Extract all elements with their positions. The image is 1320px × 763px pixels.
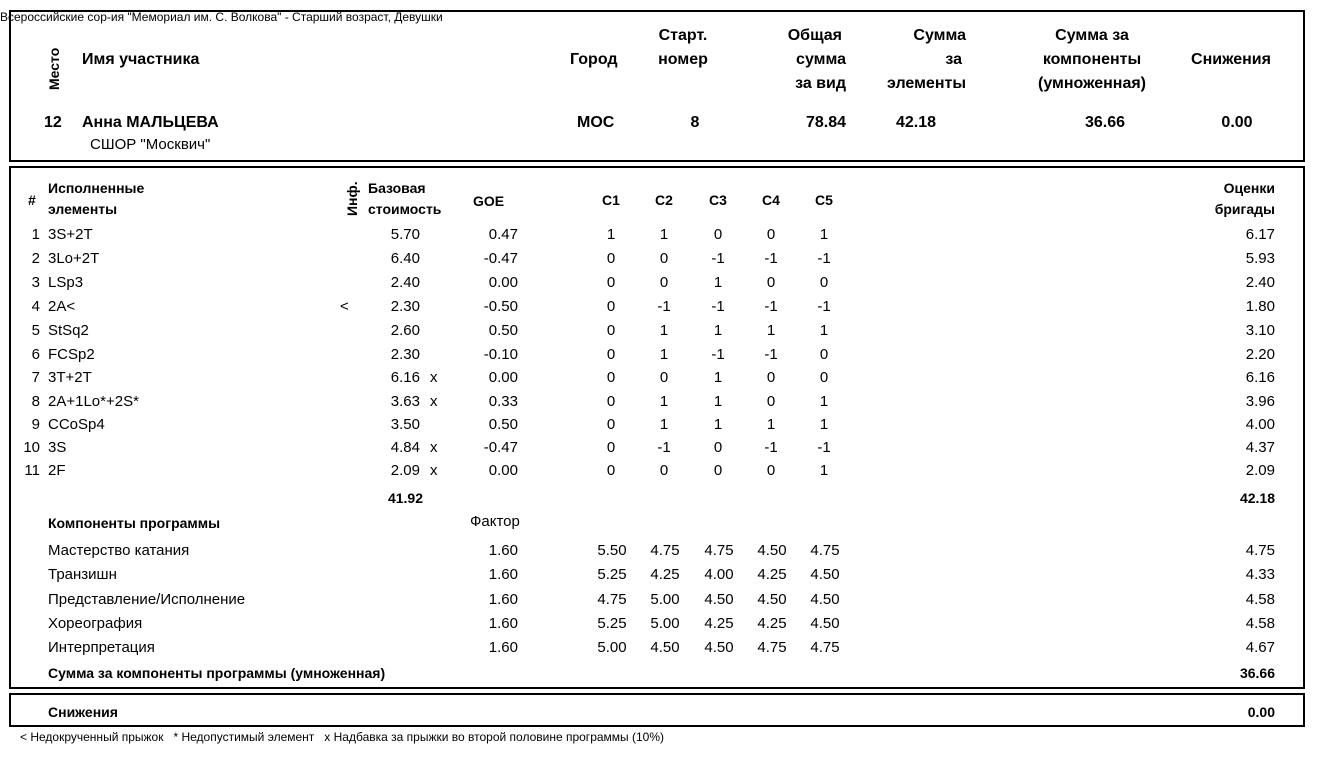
skater-total: 78.84	[805, 114, 846, 131]
element-score: 3.10	[1245, 322, 1275, 339]
element-judge-3: -1	[711, 346, 725, 363]
col-executed-2: элементы	[48, 201, 118, 217]
element-judge-5: -1	[817, 439, 831, 456]
element-number: 6	[31, 346, 40, 363]
element-judge-2: 0	[659, 250, 669, 267]
element-judge-2: 0	[659, 369, 669, 386]
element-score: 1.80	[1245, 298, 1275, 315]
element-bonus-mark: x	[430, 439, 438, 456]
component-judge-1: 4.75	[597, 591, 627, 608]
element-judge-3: -1	[711, 250, 725, 267]
element-number: 4	[31, 298, 40, 315]
element-judge-4: 0	[766, 274, 776, 291]
element-goe: 0.50	[488, 416, 518, 433]
element-info: <	[340, 298, 349, 315]
component-factor: 1.60	[488, 639, 518, 656]
component-judge-4: 4.75	[757, 639, 787, 656]
component-name: Интерпретация	[48, 639, 155, 656]
element-base: 2.40	[390, 274, 420, 291]
element-judge-2: 0	[659, 462, 669, 479]
element-judge-3: -1	[711, 298, 725, 315]
element-name: 2F	[48, 462, 66, 479]
elements-score-total: 42.18	[1239, 490, 1275, 506]
deductions-value: 0.00	[1247, 704, 1275, 720]
component-judge-5: 4.75	[810, 542, 840, 559]
components-factor-header: Фактор	[470, 513, 520, 530]
element-goe: 0.00	[488, 462, 518, 479]
header-total-3: за вид	[795, 75, 846, 92]
element-score: 2.40	[1245, 274, 1275, 291]
header-elements-2: за	[945, 51, 962, 68]
component-name: Представление/Исполнение	[48, 591, 246, 608]
element-goe: -0.10	[483, 346, 518, 363]
col-base-2: стоимость	[368, 201, 442, 217]
element-judge-4: 1	[766, 322, 776, 339]
col-judge-3: C3	[709, 192, 727, 208]
element-judge-1: 0	[606, 462, 616, 479]
element-base: 2.30	[390, 346, 420, 363]
element-name: 2A<	[48, 298, 76, 315]
element-judge-2: 1	[659, 226, 669, 243]
element-number: 2	[31, 250, 40, 267]
col-score-2: бригады	[1214, 201, 1275, 217]
element-name: 3T+2T	[48, 369, 92, 386]
component-score: 4.67	[1245, 639, 1275, 656]
col-judge-4: C4	[762, 192, 780, 208]
component-judge-1: 5.25	[597, 615, 627, 632]
element-number: 5	[31, 322, 40, 339]
element-judge-5: -1	[817, 250, 831, 267]
element-name: 3S	[48, 439, 67, 456]
element-judge-3: 0	[713, 439, 723, 456]
header-total-2: сумма	[796, 51, 846, 68]
component-judge-2: 5.00	[650, 615, 680, 632]
col-judge-2: C2	[655, 192, 673, 208]
element-name: CCoSp4	[48, 416, 105, 433]
header-start-2: номер	[658, 51, 708, 68]
element-judge-1: 1	[606, 226, 616, 243]
element-judge-5: 0	[819, 346, 829, 363]
element-judge-1: 0	[606, 346, 616, 363]
legend: < Недокрученный прыжок * Недопустимый элемент x Надбавка за прыжки во второй половине программы (10%)	[20, 730, 665, 744]
component-judge-1: 5.00	[597, 639, 627, 656]
header-city: Город	[570, 51, 618, 68]
element-judge-4: 0	[766, 369, 776, 386]
element-judge-1: 0	[606, 416, 616, 433]
component-name: Мастерство катания	[48, 542, 190, 559]
element-judge-5: 1	[819, 462, 829, 479]
element-score: 6.16	[1245, 369, 1275, 386]
element-judge-4: -1	[764, 439, 778, 456]
component-judge-3: 4.25	[704, 615, 734, 632]
element-base: 2.30	[390, 298, 420, 315]
element-judge-1: 0	[606, 274, 616, 291]
component-judge-2: 4.75	[650, 542, 680, 559]
element-judge-5: 0	[819, 274, 829, 291]
element-judge-4: -1	[764, 346, 778, 363]
element-judge-1: 0	[606, 322, 616, 339]
element-judge-4: 0	[766, 226, 776, 243]
element-judge-2: 1	[659, 416, 669, 433]
element-judge-2: 1	[659, 393, 669, 410]
element-name: FCSp2	[48, 346, 95, 363]
element-judge-3: 1	[713, 322, 723, 339]
component-judge-3: 4.75	[704, 542, 734, 559]
element-name: 3Lo+2T	[48, 250, 100, 267]
element-base: 3.63	[390, 393, 420, 410]
element-judge-4: -1	[764, 298, 778, 315]
element-base: 2.09	[390, 462, 420, 479]
component-judge-5: 4.50	[810, 591, 840, 608]
element-judge-4: -1	[764, 250, 778, 267]
skater-elements-total: 42.18	[895, 114, 936, 131]
element-base: 3.50	[390, 416, 420, 433]
element-judge-1: 0	[606, 439, 616, 456]
component-judge-3: 4.50	[704, 639, 734, 656]
component-judge-4: 4.25	[757, 615, 787, 632]
skater-city: МОС	[577, 114, 615, 131]
element-judge-4: 0	[766, 462, 776, 479]
component-factor: 1.60	[488, 566, 518, 583]
element-score: 4.37	[1245, 439, 1275, 456]
element-base: 2.60	[390, 322, 420, 339]
element-name: LSp3	[48, 274, 84, 291]
header-elements-3: элементы	[887, 75, 966, 92]
element-number: 11	[24, 462, 40, 479]
element-number: 3	[31, 274, 40, 291]
skater-name: Анна МАЛЬЦЕВА	[82, 114, 219, 131]
header-elements-1: Сумма	[913, 27, 966, 44]
component-judge-5: 4.50	[810, 615, 840, 632]
component-score: 4.33	[1245, 566, 1275, 583]
header-components-3: (умноженная)	[1038, 75, 1146, 92]
col-executed-1: Исполненные	[48, 180, 145, 196]
header-components-2: компоненты	[1042, 51, 1142, 68]
element-name: 2A+1Lo*+2S*	[48, 393, 139, 410]
component-judge-4: 4.25	[757, 566, 787, 583]
element-judge-3: 1	[713, 369, 723, 386]
element-judge-5: 1	[819, 393, 829, 410]
element-judge-3: 0	[713, 462, 723, 479]
components-title: Компоненты программы	[48, 515, 221, 531]
element-goe: -0.47	[483, 250, 518, 267]
element-judge-3: 0	[713, 226, 723, 243]
element-judge-5: 0	[819, 369, 829, 386]
element-name: 3S+2T	[48, 226, 93, 243]
element-base: 6.16	[390, 369, 420, 386]
col-num: #	[28, 192, 36, 208]
component-score: 4.75	[1245, 542, 1275, 559]
header-name: Имя участника	[82, 51, 200, 68]
event-title: Всероссийские сор-ия "Мемориал им. С. Волкова" - Старший возраст, Девушки	[0, 10, 443, 24]
col-judge-5: C5	[815, 192, 833, 208]
element-number: 7	[31, 369, 40, 386]
header-total-1: Общая	[787, 27, 842, 44]
element-goe: 0.50	[488, 322, 518, 339]
element-judge-1: 0	[606, 393, 616, 410]
element-number: 9	[31, 416, 40, 433]
col-info: Инф.	[344, 181, 360, 216]
element-judge-1: 0	[606, 369, 616, 386]
element-base: 6.40	[390, 250, 420, 267]
skater-components-total: 36.66	[1084, 114, 1126, 131]
components-sum: 36.66	[1239, 665, 1275, 681]
element-score: 3.96	[1245, 393, 1275, 410]
element-judge-5: 1	[819, 416, 829, 433]
components-sum-label: Сумма за компоненты программы (умноженная)	[48, 665, 386, 681]
header-place: Место	[46, 47, 62, 90]
element-goe: -0.47	[483, 439, 518, 456]
col-score-1: Оценки	[1223, 180, 1275, 196]
element-judge-5: -1	[817, 298, 831, 315]
element-judge-1: 0	[606, 250, 616, 267]
element-judge-2: -1	[657, 439, 671, 456]
deductions-label: Снижения	[48, 704, 118, 720]
col-base-1: Базовая	[368, 180, 426, 196]
col-judge-1: C1	[602, 192, 620, 208]
element-judge-4: 1	[766, 416, 776, 433]
component-judge-4: 4.50	[757, 542, 787, 559]
component-score: 4.58	[1245, 615, 1275, 632]
component-judge-2: 4.25	[650, 566, 680, 583]
component-judge-1: 5.50	[597, 542, 627, 559]
element-goe: -0.50	[483, 298, 518, 315]
base-total: 41.92	[387, 490, 423, 506]
component-judge-2: 5.00	[650, 591, 680, 608]
element-judge-2: 1	[659, 346, 669, 363]
header-deductions: Снижения	[1191, 51, 1271, 68]
element-goe: 0.00	[488, 274, 518, 291]
element-base: 4.84	[390, 439, 420, 456]
element-bonus-mark: x	[430, 393, 438, 410]
component-factor: 1.60	[488, 591, 518, 608]
component-judge-5: 4.75	[810, 639, 840, 656]
deductions-box	[9, 693, 1305, 727]
element-judge-1: 0	[606, 298, 616, 315]
element-judge-3: 1	[713, 393, 723, 410]
element-bonus-mark: x	[430, 369, 438, 386]
element-name: StSq2	[48, 322, 89, 339]
skater-club: СШОР "Москвич"	[90, 136, 211, 153]
element-number: 10	[23, 439, 40, 456]
element-score: 4.00	[1245, 416, 1275, 433]
element-judge-3: 1	[713, 274, 723, 291]
element-goe: 0.47	[488, 226, 518, 243]
component-judge-1: 5.25	[597, 566, 627, 583]
component-score: 4.58	[1245, 591, 1275, 608]
component-judge-4: 4.50	[757, 591, 787, 608]
header-components-1: Сумма за	[1055, 27, 1129, 44]
element-bonus-mark: x	[430, 462, 438, 479]
component-judge-2: 4.50	[650, 639, 680, 656]
component-judge-3: 4.00	[704, 566, 734, 583]
element-number: 1	[31, 226, 40, 243]
component-name: Хореография	[48, 615, 143, 632]
element-base: 5.70	[390, 226, 420, 243]
element-score: 2.20	[1245, 346, 1275, 363]
element-judge-5: 1	[819, 322, 829, 339]
element-judge-2: 0	[659, 274, 669, 291]
skater-place: 12	[44, 114, 62, 131]
element-goe: 0.00	[488, 369, 518, 386]
element-judge-2: -1	[657, 298, 671, 315]
skater-deductions: 0.00	[1221, 114, 1253, 131]
skater-start-number: 8	[690, 114, 700, 131]
element-judge-3: 1	[713, 416, 723, 433]
element-goe: 0.33	[488, 393, 518, 410]
component-name: Транзишн	[48, 566, 117, 583]
element-number: 8	[31, 393, 40, 410]
component-factor: 1.60	[488, 542, 518, 559]
element-score: 6.17	[1245, 226, 1275, 243]
col-goe: GOE	[473, 193, 505, 209]
element-judge-2: 1	[659, 322, 669, 339]
element-judge-4: 0	[766, 393, 776, 410]
header-start-1: Старт.	[658, 27, 708, 44]
element-judge-5: 1	[819, 226, 829, 243]
element-score: 2.09	[1245, 462, 1275, 479]
component-factor: 1.60	[488, 615, 518, 632]
component-judge-3: 4.50	[704, 591, 734, 608]
element-score: 5.93	[1245, 250, 1275, 267]
component-judge-5: 4.50	[810, 566, 840, 583]
